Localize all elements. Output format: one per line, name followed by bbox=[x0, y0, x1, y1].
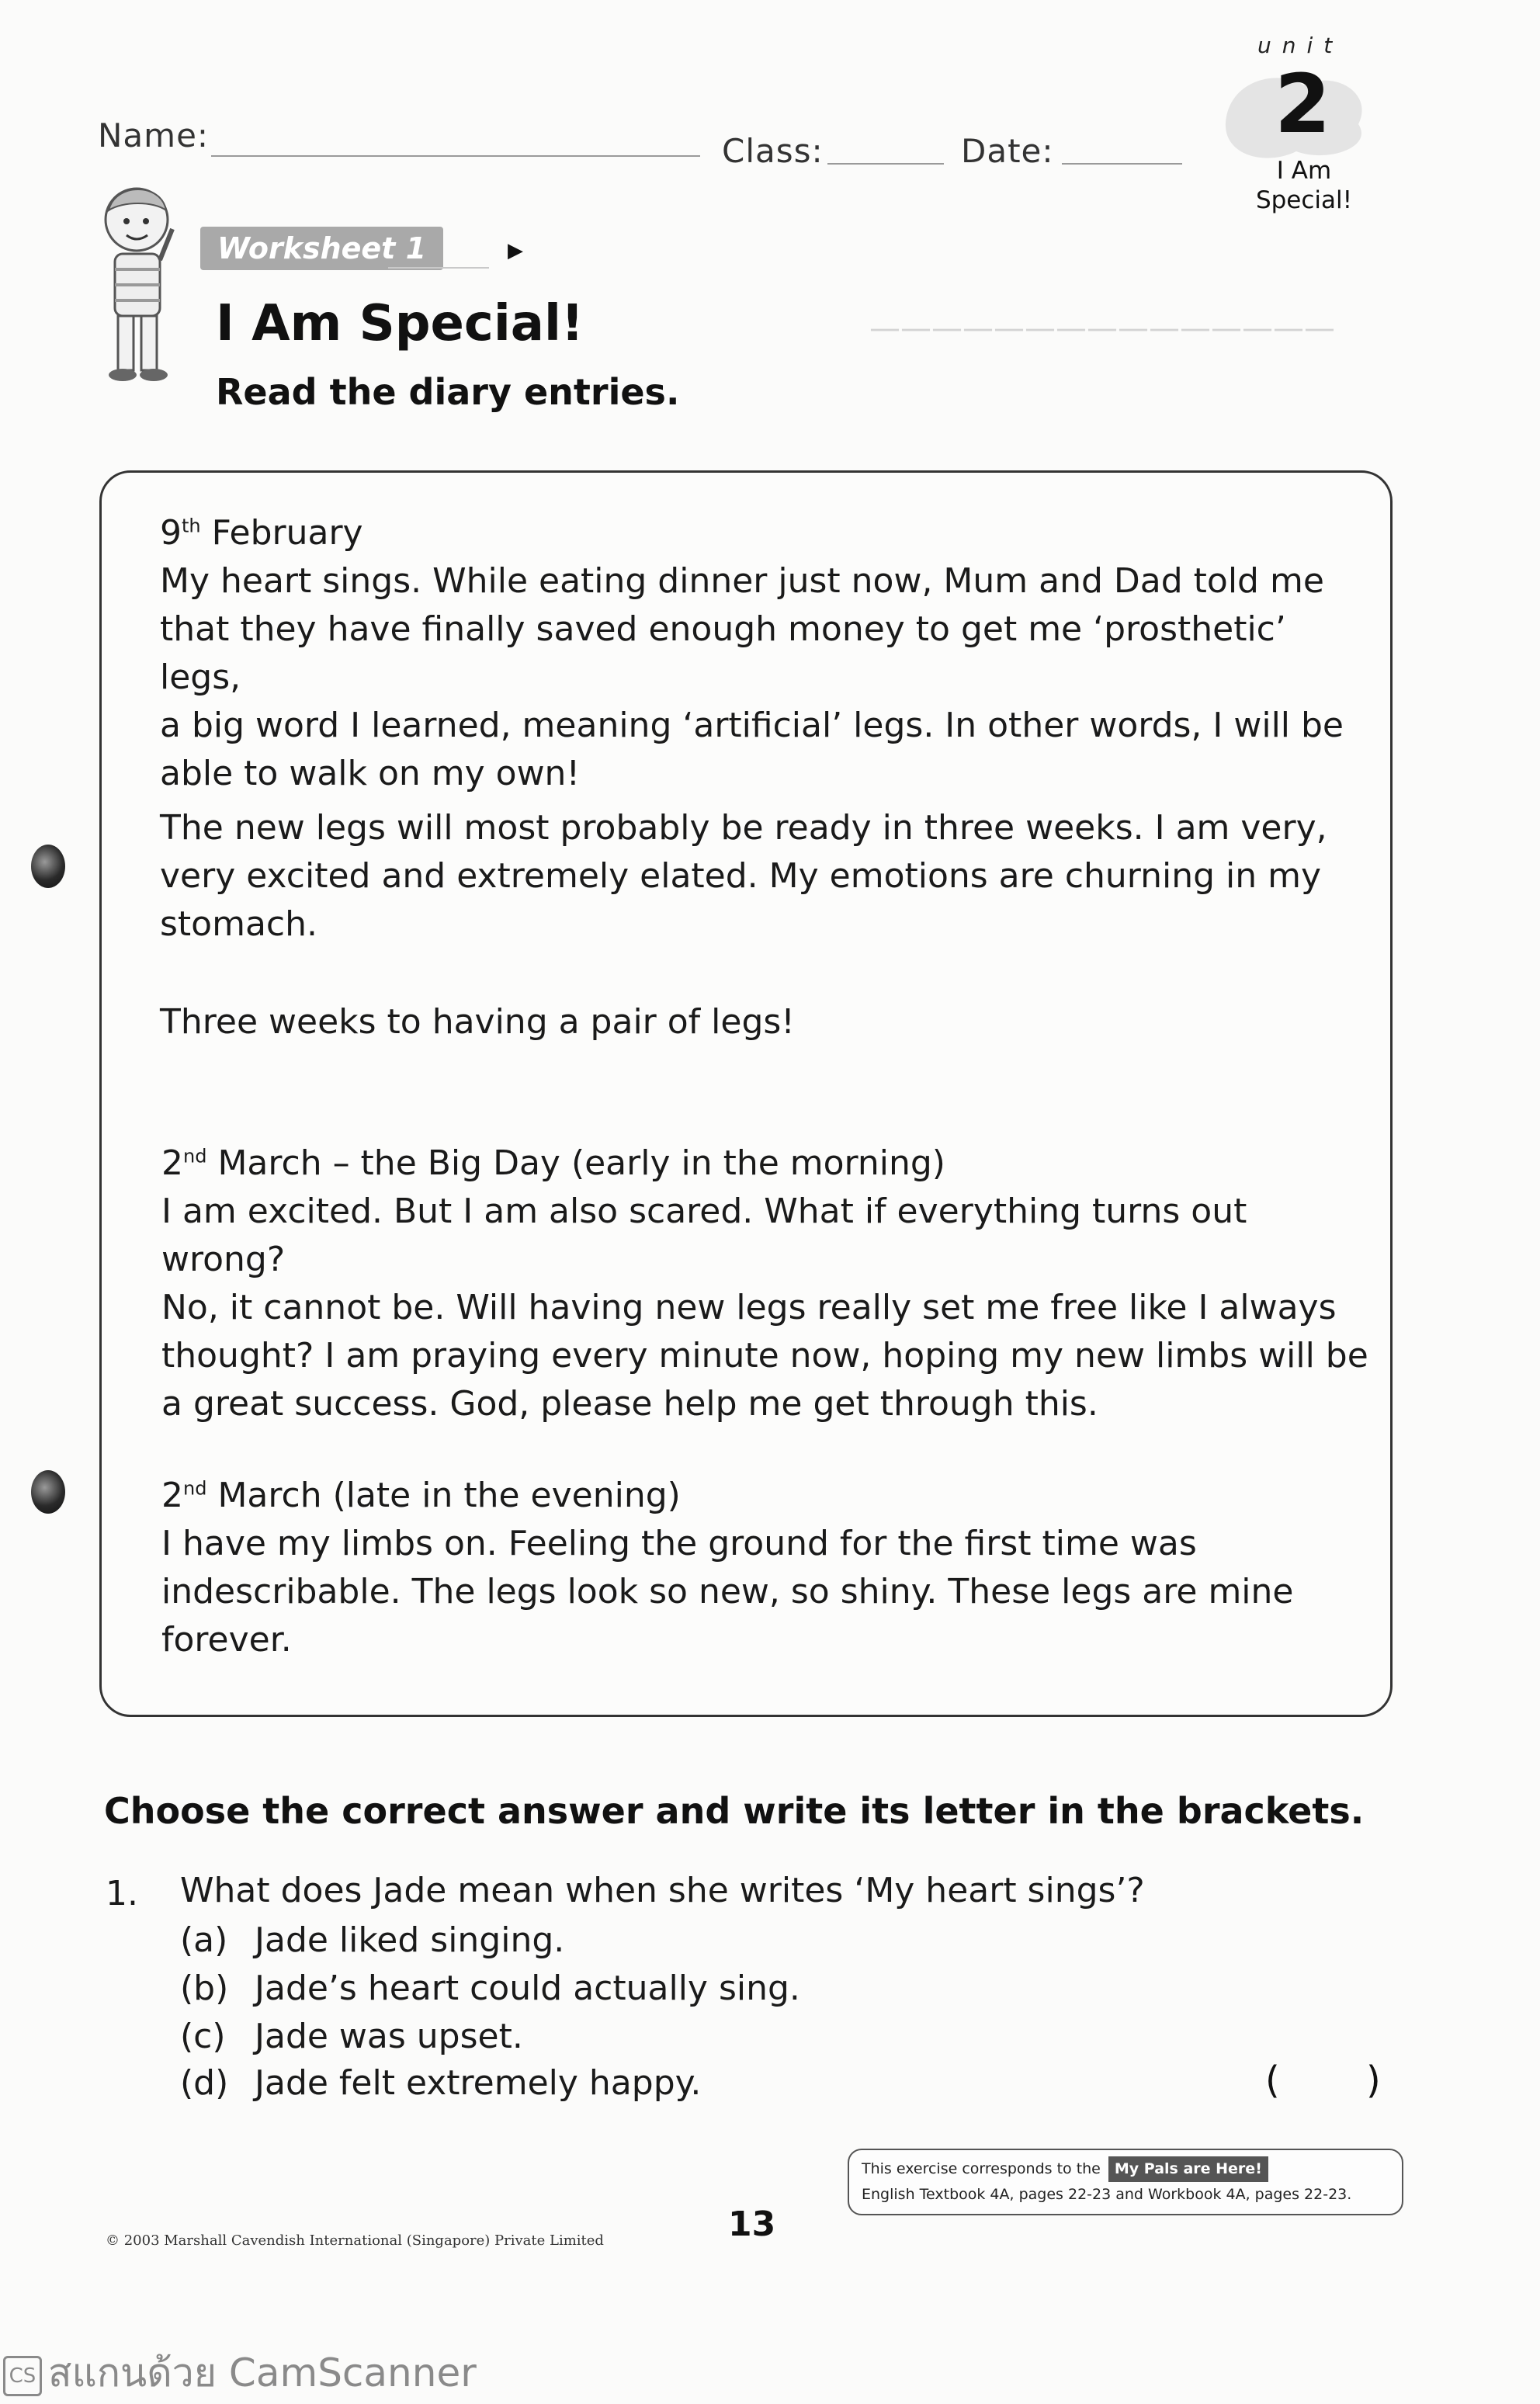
play-arrow-icon: ▶ bbox=[508, 239, 523, 262]
worksheet-tab-line bbox=[388, 267, 489, 269]
unit-caption-line1: I Am bbox=[1276, 157, 1332, 185]
option-text: Jade liked singing. bbox=[255, 1920, 565, 1960]
entry3-day: 2 bbox=[161, 1476, 183, 1515]
name-line bbox=[211, 155, 700, 157]
unit-caption-line2: Special! bbox=[1255, 186, 1353, 214]
entry2-line: No, it cannot be. Will having new legs really set me free like I always bbox=[161, 1288, 1337, 1327]
option-c bbox=[180, 2017, 523, 2056]
entry1-para2-line: The new legs will most probably be ready in three weeks. I am very, bbox=[160, 808, 1327, 848]
entry1-para3: Three weeks to having a pair of legs! bbox=[160, 1002, 795, 1042]
note-line1 bbox=[862, 2156, 1389, 2182]
entry2-heading: March – the Big Day (early in the morning) bbox=[217, 1143, 945, 1183]
questions-instruction: Choose the correct answer and write its letter in the brackets. bbox=[104, 1790, 1365, 1832]
entry1-line: a big word I learned, meaning ‘artificial’ legs. In other words, I will be bbox=[160, 706, 1344, 745]
entry2-suffix: nd bbox=[183, 1145, 207, 1167]
entry2-date bbox=[161, 1140, 1372, 1188]
note-line2: English Textbook 4A, pages 22-23 and Workbook 4A, pages 22-23. bbox=[862, 2186, 1352, 2203]
entry1-date bbox=[160, 509, 1371, 557]
entry3-line: indescribable. The legs look so new, so shiny. These legs are mine bbox=[161, 1572, 1294, 1611]
entry3-date bbox=[161, 1472, 1372, 1520]
option-tag: (b) bbox=[180, 1969, 229, 2008]
unit-number: 2 bbox=[1275, 57, 1331, 151]
entry3-line: forever. bbox=[161, 1620, 292, 1660]
diary-entry-1-para3 bbox=[160, 998, 1371, 1046]
entry2-line: I am excited. But I am also scared. What if everything turns out wrong? bbox=[161, 1192, 1247, 1279]
worksheet-instruction: Read the diary entries. bbox=[216, 371, 680, 413]
diary-entry-3 bbox=[161, 1472, 1372, 1664]
entry1-line: My heart sings. While eating dinner just now, Mum and Dad told me bbox=[160, 561, 1324, 601]
entry1-line: that they have finally saved enough money to get me ‘prosthetic’ legs, bbox=[160, 609, 1286, 697]
unit-word: unit bbox=[1257, 33, 1344, 58]
question-text: What does Jade mean when she writes ‘My heart sings’? bbox=[180, 1871, 1145, 1910]
option-d bbox=[180, 2063, 701, 2103]
entry2-day: 2 bbox=[161, 1143, 183, 1183]
option-a bbox=[180, 1920, 564, 1960]
entry3-heading: March (late in the evening) bbox=[217, 1476, 681, 1515]
note-prefix: This exercise corresponds to the bbox=[862, 2160, 1101, 2177]
textbook-note bbox=[848, 2149, 1403, 2215]
unit-caption bbox=[1242, 157, 1366, 216]
entry3-line: I have my limbs on. Feeling the ground for the first time was bbox=[161, 1524, 1197, 1563]
class-line bbox=[827, 163, 944, 165]
worksheet-tab: Worksheet 1 bbox=[200, 227, 443, 270]
diary-entry-2 bbox=[161, 1140, 1372, 1428]
option-tag: (c) bbox=[180, 2017, 226, 2056]
entry1-suffix: th bbox=[182, 515, 201, 537]
page-number: 13 bbox=[728, 2205, 776, 2244]
answer-brackets[interactable]: ( ) bbox=[1265, 2059, 1418, 2102]
diary-entry-1 bbox=[160, 509, 1371, 798]
entry1-para2-line: stomach. bbox=[160, 904, 317, 944]
entry3-suffix: nd bbox=[183, 1477, 207, 1500]
entry1-month: February bbox=[211, 513, 363, 553]
entry1-line: able to walk on my own! bbox=[160, 754, 581, 793]
diary-entry-1-para2 bbox=[160, 804, 1371, 949]
option-text: Jade’s heart could actually sing. bbox=[255, 1969, 800, 2008]
copyright: © 2003 Marshall Cavendish International (Singapore) Private Limited bbox=[106, 2232, 604, 2249]
show-through-text: ——————————————— bbox=[869, 310, 1335, 346]
camscanner-logo-icon: CS bbox=[3, 2356, 42, 2396]
worksheet-title: I Am Special! bbox=[216, 295, 584, 352]
entry1-day: 9 bbox=[160, 513, 182, 553]
binder-hole-top bbox=[31, 845, 65, 888]
unit-badge bbox=[1195, 23, 1397, 214]
name-label: Name: bbox=[98, 116, 210, 154]
date-line bbox=[1062, 163, 1182, 165]
option-text: Jade felt extremely happy. bbox=[255, 2063, 702, 2103]
class-label: Class: bbox=[722, 132, 824, 170]
camscanner-watermark bbox=[3, 2343, 477, 2404]
option-text: Jade was upset. bbox=[255, 2017, 523, 2056]
camscanner-text: สแกนด้วย CamScanner bbox=[48, 2350, 477, 2395]
my-pals-logo: My Pals are Here! bbox=[1108, 2156, 1268, 2182]
question-number: 1. bbox=[106, 1874, 138, 1913]
entry1-para2-line: very excited and extremely elated. My emotions are churning in my bbox=[160, 856, 1322, 896]
option-b bbox=[180, 1969, 800, 2008]
boy-illustration-icon bbox=[92, 182, 177, 392]
binder-hole-bottom bbox=[31, 1470, 65, 1514]
option-tag: (a) bbox=[180, 1920, 228, 1960]
entry2-line: a great success. God, please help me get through this. bbox=[161, 1384, 1098, 1424]
date-label: Date: bbox=[961, 132, 1054, 170]
option-tag: (d) bbox=[180, 2063, 229, 2103]
entry2-line: thought? I am praying every minute now, hoping my new limbs will be bbox=[161, 1336, 1368, 1375]
